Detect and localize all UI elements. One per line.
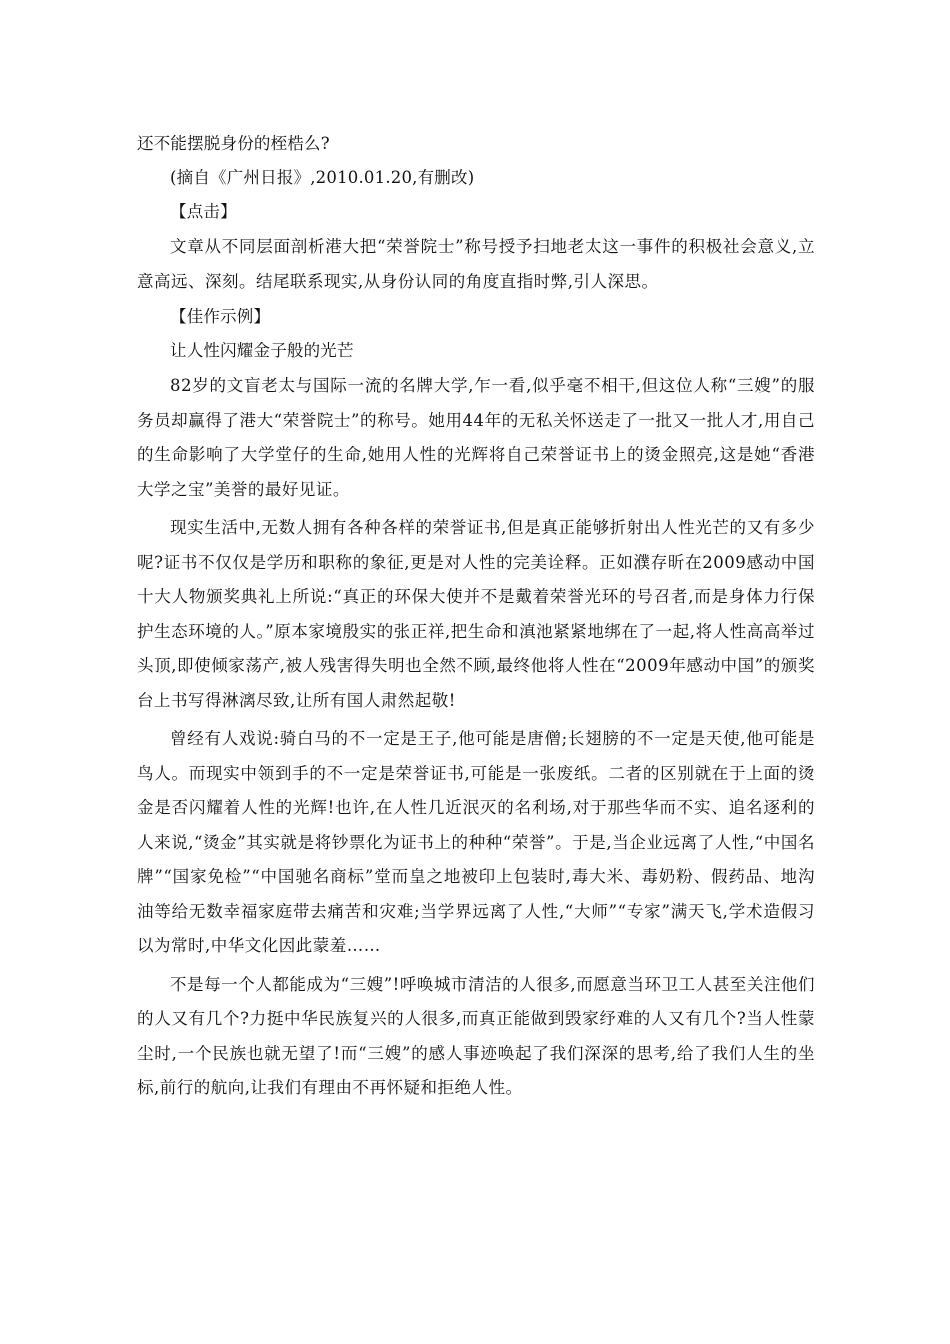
essay-paragraph-3: 曾经有人戏说:骑白马的不一定是王子,他可能是唐僧;长翅膀的不一定是天使,他可能是鸟人。而现实中领到手的不一定是荣誉证书,可能是一张废纸。二者的区别就在于上面的烫金是否闪耀着人性的光辉!也许,在人性几近泯灭的名利场,对于那些华而不实、追名逐利的人来说,“烫金”其实就是将钞票化为证书上的种种“荣誉”。于是,当企业远离了人性,“中国名牌”“国家免检”“中国驰名商标”堂而皇之地被印上包装时,毒大米、毒奶粉、假药品、地沟油等给无数幸福家庭带去痛苦和灾难;当学界远离了人性,“大师”“专家”满天飞,学术造假习以为常时,中华文化因此蒙羞…… (137, 729, 815, 955)
essay-title: 让人性闪耀金子般的光芒 (170, 341, 354, 360)
essay-paragraph-2: 现实生活中,无数人拥有各种各样的荣誉证书,但是真正能够折射出人性光芒的又有多少呢?证书不仅仅是学历和职称的象征,更是对人性的完美诠释。正如濮存昕在2009感动中国十大人物颁奖典礼上所说:“真正的环保大使并不是戴着荣誉光环的号召者,而是身体力行保护生态环境的人。”原本家境殷实的张正祥,把生命和滇池紧紧地绑在了一起,将人性高高举过头顶,即使倾家荡产,被人残害得失明也全然不顾,最终他将人性在“2009年感动中国”的颁奖台上书写得淋漓尽致,让所有国人肃然起敬! (137, 518, 815, 710)
source-citation: (摘自《广州日报》,2010.01.20,有删改) (170, 168, 475, 187)
essay-paragraph-1: 82岁的文盲老太与国际一流的名牌大学,乍一看,似乎毫不相干,但这位人称“三嫂”的服务员却赢得了港大“荣誉院士”的称号。她用44年的无私关怀送走了一批又一批人才,用自己的生命影响了大学堂仔的生命,她用人性的光辉将自己荣誉证书上的烫金照亮,这是她“香港大学之宝”美誉的最好见证。 (137, 376, 815, 499)
comment-body: 文章从不同层面剖析港大把“荣誉院士”称号授予扫地老太这一事件的积极社会意义,立意高远、深刻。结尾联系现实,从身份认同的角度直指时弊,引人深思。 (137, 237, 815, 291)
essay-paragraph-4: 不是每一个人都能成为“三嫂”!呼唤城市清洁的人很多,而愿意当环卫工人甚至关注他们的人又有几个?力挺中华民族复兴的人很多,而真正能做到毁家纾难的人又有几个?当人性蒙尘时,一个民族也就无望了!而“三嫂”的感人事迹唤起了我们深深的思考,给了我们人生的坐标,前行的航向,让我们有理由不再怀疑和拒绝人性。 (137, 974, 815, 1097)
comment-heading: 【点击】 (170, 202, 237, 221)
continuation-line: 还不能摆脱身份的桎梏么? (137, 134, 330, 153)
document-body (137, 128, 815, 1106)
example-heading: 【佳作示例】 (170, 307, 271, 326)
